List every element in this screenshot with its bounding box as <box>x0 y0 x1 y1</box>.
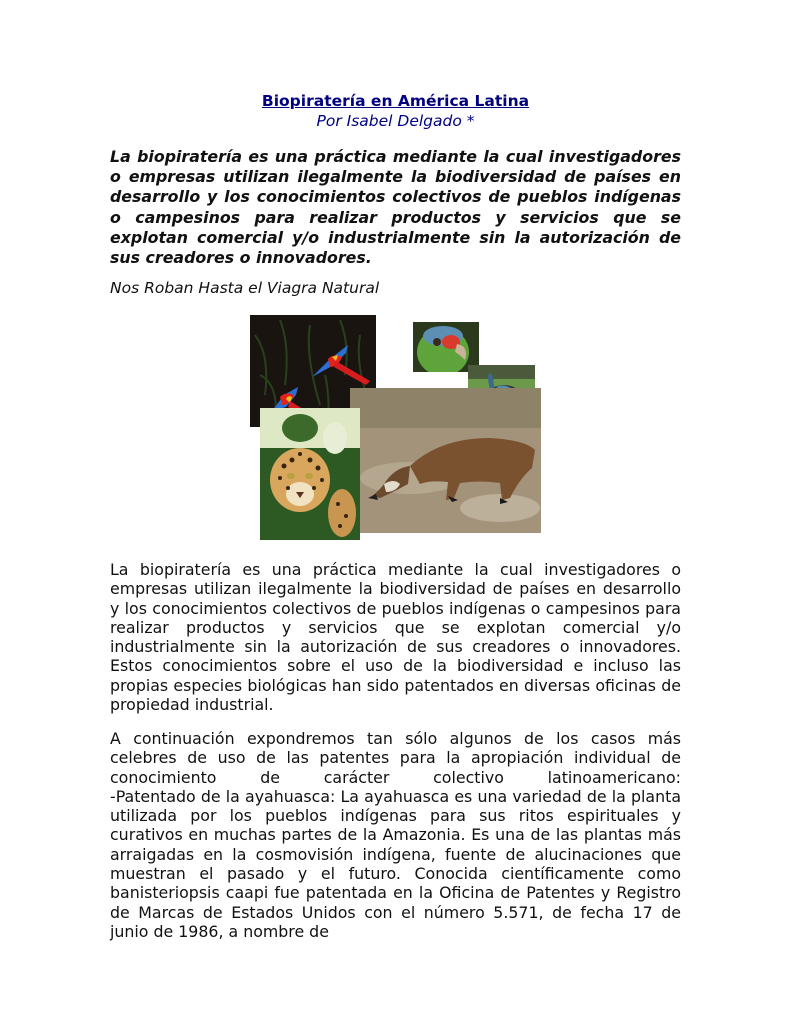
body-paragraph-2 <box>110 729 681 941</box>
lead-paragraph: La biopiratería es una práctica mediante la cual investigadores o empresas utilizan ilegalmente la biodiversidad de países en desarrollo y los conocimientos colectivos de pueblos indígenas o campesinos para realizar productos y servicios que se explotan comercial y/o industrialmente sin la autorización de sus creadores o innovadores. <box>110 147 681 268</box>
article-byline: Por Isabel Delgado * <box>316 112 475 130</box>
body-paragraph-1: La biopiratería es una práctica mediante la cual investigadores o empresas utilizan ilegalmente la biodiversidad de países en desarrollo y los conocimientos colectivos de pueblos indígenas o campesinos para realizar productos y servicios que se explotan comercial y/o industrialmente sin la autorización de sus creadores o innovadores. Estos conocimientos sobre el uso de la biodiversidad e incluso las propias especies biológicas han sido patentados en diversas oficinas de propiedad industrial. <box>110 560 681 715</box>
section-subheading: Nos Roban Hasta el Viagra Natural <box>110 279 380 297</box>
paragraph-2-intro: A continuación expondremos tan sólo algunos de los casos más celebres de uso de las patentes para la apropiación individual de conocimiento de carácter colectivo latinoamericano: <box>110 729 681 787</box>
paragraph-2-body: -Patentado de la ayahuasca: La ayahuasca es una variedad de la planta utilizada por los pueblos indígenas para sus ritos espirituales y curativos en muchas partes de la Amazonia. Es una de las plantas más arraigadas en la cosmovisión indígena, fuente de alucinaciones que muestran el pasado y el futuro. Conocida científicamente como banisteriopsis caapi fue patentada en la Oficina de Patentes y Registro de Marcas de Estados Unidos con el número 5.571, de fecha 17 de junio de 1986, a nombre de <box>110 786 681 941</box>
fauna-collage-image <box>250 315 542 543</box>
article-title[interactable]: Biopiratería en América Latina <box>261 92 530 110</box>
jaguar-photo <box>260 408 360 540</box>
coati-photo <box>350 388 541 533</box>
